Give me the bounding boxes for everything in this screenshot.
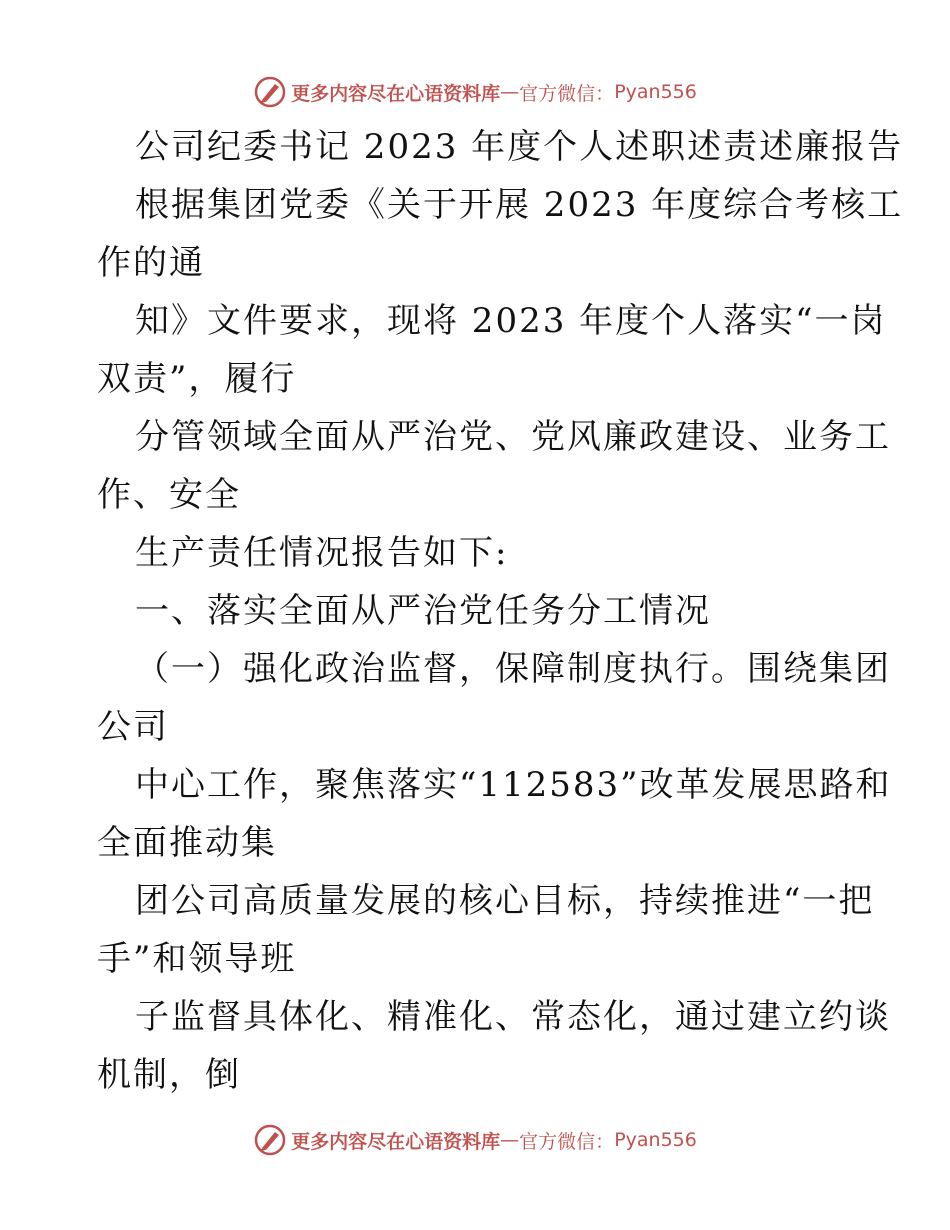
- text-line: 双责”，履行: [97, 359, 297, 399]
- header-banner: [0, 72, 950, 112]
- banner-site-name: 更多内容尽在心语资料库: [291, 82, 501, 105]
- section-heading: 一、落实全面从严治党任务分工情况: [135, 591, 711, 631]
- text-line: 公司: [97, 707, 169, 747]
- banner-wechat-id: Pyan556: [614, 81, 697, 103]
- banner-separator: —: [500, 1129, 520, 1151]
- text-line: 分管领域全面从严治党、党风廉政建设、业务工: [135, 417, 891, 457]
- text-line: 生产责任情况报告如下:: [135, 533, 509, 573]
- text-line: 中心工作，聚焦落实“112583”改革发展思路和: [135, 765, 892, 805]
- text-line: 子监督具体化、精准化、常态化，通过建立约谈: [135, 997, 891, 1037]
- text-line: 根据集团党委《关于开展 2023 年度综合考核工: [135, 185, 904, 225]
- subsection-heading: （一）强化政治监督，保障制度执行。围绕集团: [135, 649, 891, 689]
- banner-wechat-label: 官方微信：: [519, 82, 615, 105]
- text-line: 机制，倒: [97, 1055, 241, 1095]
- quill-pen-logo-icon: [253, 1123, 287, 1157]
- text-line: 全面推动集: [97, 823, 277, 863]
- banner-separator: —: [500, 81, 520, 103]
- quill-pen-logo-icon: [253, 75, 287, 109]
- banner-wechat-label: 官方微信：: [519, 1130, 615, 1153]
- text-line: 作、安全: [97, 475, 241, 515]
- document-body: [97, 118, 904, 1104]
- text-line: 知》文件要求，现将 2023 年度个人落实“一岗: [135, 301, 887, 341]
- footer-banner: [0, 1120, 950, 1160]
- banner-site-name: 更多内容尽在心语资料库: [291, 1130, 501, 1153]
- text-line: 团公司高质量发展的核心目标，持续推进“一把: [135, 881, 875, 921]
- text-line: 手”和领导班: [97, 939, 297, 979]
- banner-wechat-id: Pyan556: [614, 1129, 697, 1151]
- text-line: 作的通: [97, 243, 205, 283]
- document-title: 公司纪委书记 2023 年度个人述职述责述廉报告: [135, 127, 904, 167]
